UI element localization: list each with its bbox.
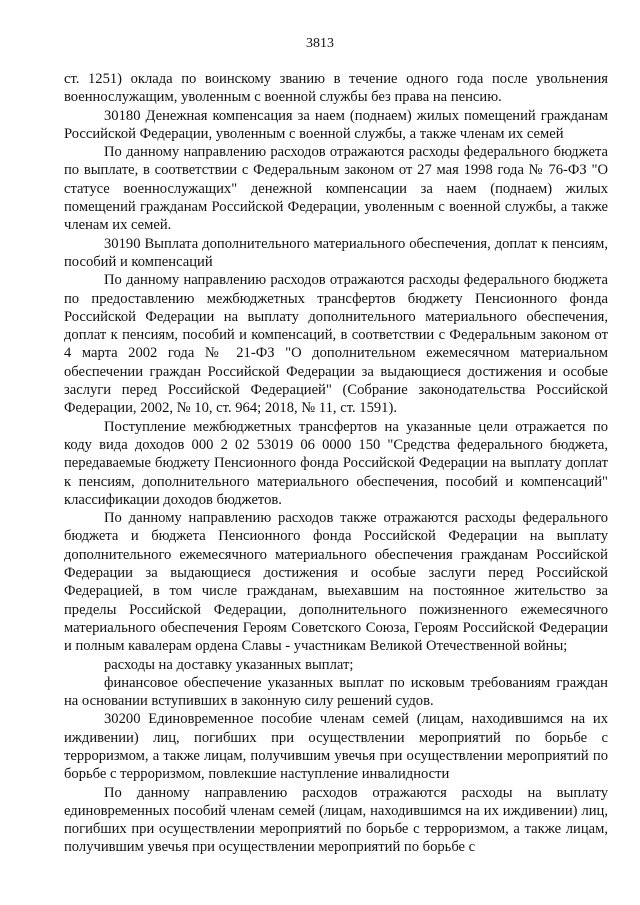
paragraph: финансовое обеспечение указанных выплат по исковым требованиям граждан на основании вступивших в законную силу решений судов.	[64, 674, 608, 710]
paragraph: По данному направлению расходов отражаются расходы федерального бюджета по предоставлению межбюджетных трансфертов бюджету Пенсионного фонда Российской Федерации на выплату дополнительного материального обеспечения, доплат к пенсиям, пособий и компенсаций, в соответствии с Федеральным законом от 4 марта 2002 года № 21-ФЗ "О дополнительном ежемесячном материальном обеспечении граждан Российской Федерации за выдающиеся достижения и особые заслуги перед Российской Федерацией" (Собрание законодательства Российской Федерации, 2002, № 10, ст. 964; 2018, № 11, ст. 1591).	[64, 272, 608, 417]
paragraph: расходы на доставку указанных выплат;	[104, 656, 354, 673]
section-heading-30180: 30180 Денежная компенсация за наем (поднаем) жилых помещений гражданам Российской Федерации, уволенным с военной службы, а также членам их семей	[64, 107, 608, 142]
section-heading-30190: 30190 Выплата дополнительного материального обеспечения, доплат к пенсиям, пособий и компенсаций	[64, 235, 608, 270]
paragraph: По данному направлению расходов также отражаются расходы федерального бюджета и бюджета Пенсионного фонда Российской Федерации на выплату дополнительного ежемесячного материального обеспечения гражданам Российской Федерации за выдающиеся достижения и особые заслуги перед Российской Федерацией, в том числе гражданам, выехавшим на постоянное жительство за пределы Российской Федерации, дополнительного пожизненного ежемесячного материального обеспечения Героям Советского Союза, Героям Российской Федерации и полным кавалерам ордена Славы - участникам Великой Отечественной войны;	[64, 510, 608, 655]
paragraph-continuation: ст. 1251) оклада по воинскому званию в течение одного года после увольнения военнослужащим, уволенным с военной службы без права на пенсию.	[64, 71, 608, 106]
section-heading-30200: 30200 Единовременное пособие членам семей (лицам, находившимся на их иждивении) лиц, погибших при осуществлении мероприятий по борьбе с терроризмом, а также лицам, получившим увечья при осуществлении мероприятий по борьбе с терроризмом, повлекшие наступление инвалидности	[64, 711, 608, 783]
page-number: 3813	[306, 36, 334, 51]
document-body	[64, 70, 608, 857]
paragraph: Поступление межбюджетных трансфертов на указанные цели отражается по коду вида доходов 000 2 02 53019 06 0000 150 "Средства федерального бюджета, передаваемые бюджету Пенсионного фонда Российской Федерации на выплату доплат к пенсиям, дополнительного материального обеспечения, пособий и компенсаций" классификации доходов бюджетов.	[64, 418, 608, 508]
paragraph: По данному направлению расходов отражаются расходы федерального бюджета по выплате, в соответствии с Федеральным законом от 27 мая 1998 года № 76-ФЗ "О статусе военнослужащих" денежной компенсации за наем (поднаем) жилых помещений гражданам Российской Федерации, уволенным с военной службы, а также членам их семей.	[64, 144, 608, 234]
paragraph: По данному направлению расходов отражаются расходы на выплату единовременных пособий членам семей (лицам, находившимся на их иждивении) лиц, погибших при осуществлении мероприятий по борьбе с терроризмом, а также лицам, получившим увечья при осуществлении мероприятий по борьбе с	[64, 784, 608, 856]
